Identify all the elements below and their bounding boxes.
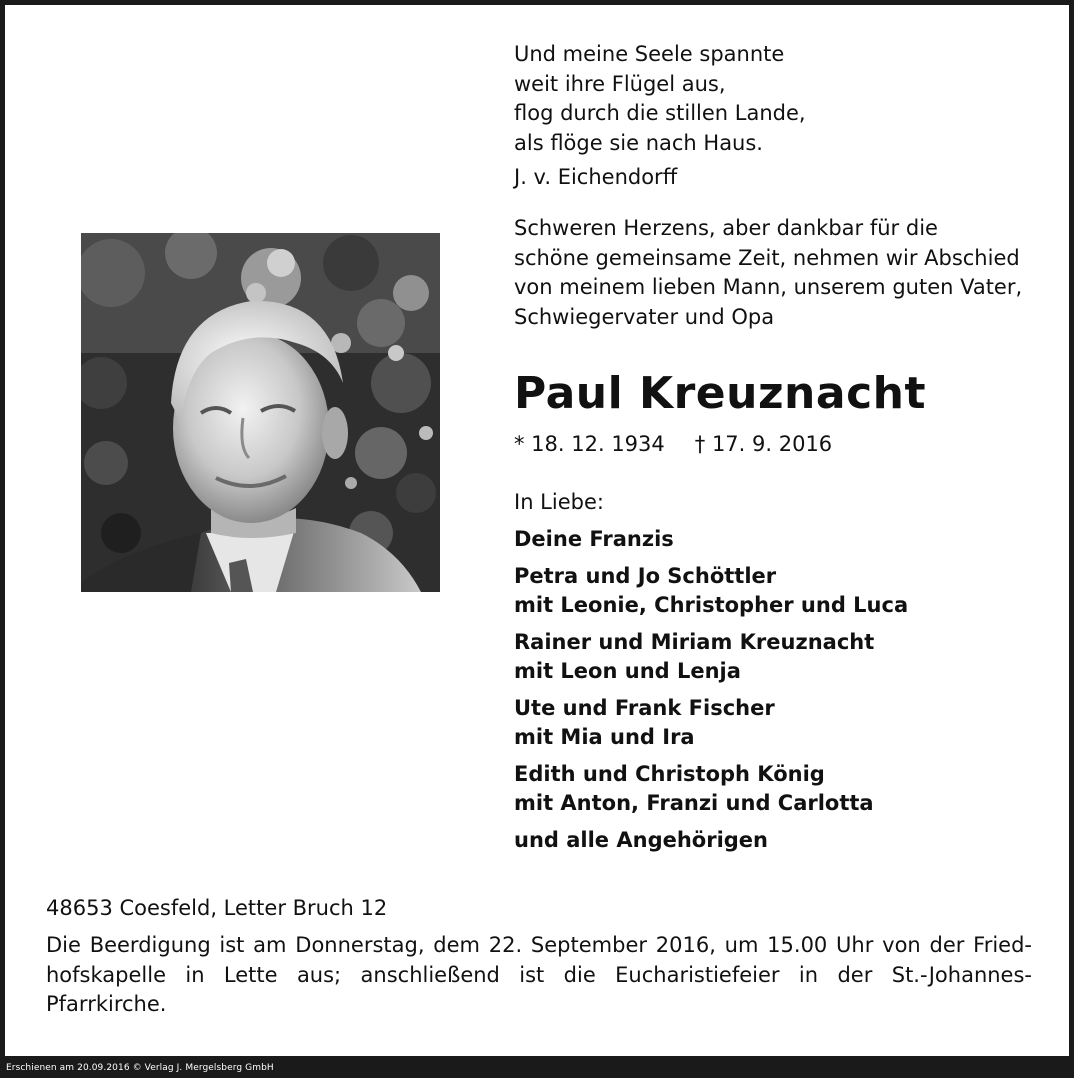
funeral-line: Pfarrkirche. [46,992,167,1016]
mourner-line: Edith und Christoph König [514,761,825,786]
poem [514,40,1044,158]
poem-line: als flöge sie nach Haus. [514,130,763,155]
mourner-group [514,525,1044,555]
mourner-group [514,562,1044,621]
intro-line: Schweren Herzens, aber dankbar für die [514,216,938,240]
intro-line: schöne gemeinsame Zeit, nehmen wir Abschied [514,245,1020,270]
life-dates [514,430,1044,459]
funeral-notice [46,931,1032,1020]
mourner-group [514,760,1044,819]
mourner-group [514,628,1044,687]
mourner-group [514,694,1044,753]
birth-date: * 18. 12. 1934 [514,432,665,456]
mourner-line: Ute und Frank Fischer [514,695,775,720]
mourner-line: Deine Franzis [514,527,674,551]
funeral-line: Die Beerdigung ist am Donnerstag, dem 22. September 2016, um 15.00 Uhr von der Fried- [46,933,1032,957]
mourner-line: mit Anton, Franzi und Carlotta [514,791,874,815]
mourner-line: mit Mia und Ira [514,725,695,749]
mourner-line: und alle Angehörigen [514,827,768,852]
intro-text [514,214,1044,332]
portrait-photo [81,233,440,592]
deceased-name: Paul Kreuznacht [514,368,927,419]
poem-author: J. v. Eichendorff [514,165,678,189]
poem-line: weit ihre Flügel aus, [514,71,726,96]
mourner-line: Petra und Jo Schöttler [514,563,777,588]
intro-line: Schwiegervater und Opa [514,304,775,329]
mourner-line: mit Leonie, Christopher und Luca [514,593,909,617]
mourner-line: Rainer und Miriam Kreuznacht [514,629,875,654]
poem-line: flog durch die stillen Lande, [514,101,806,125]
funeral-line: hofskapelle in Lette aus; anschließend ist die Eucharistiefeier in der St.-Johannes- [46,962,1032,987]
mourners-list [514,525,1044,862]
publication-footer: Erschienen am 20.09.2016 © Verlag J. Mergelsberg GmbH [6,1063,274,1073]
mourner-line: mit Leon und Lenja [514,659,741,683]
mourner-group [514,826,1044,856]
intro-line: von meinem lieben Mann, unserem guten Vater, [514,275,1023,299]
mourners-heading: In Liebe: [514,490,604,514]
address: 48653 Coesfeld, Letter Bruch 12 [46,896,388,920]
death-date: † 17. 9. 2016 [694,432,833,456]
poem-line: Und meine Seele spannte [514,42,785,66]
